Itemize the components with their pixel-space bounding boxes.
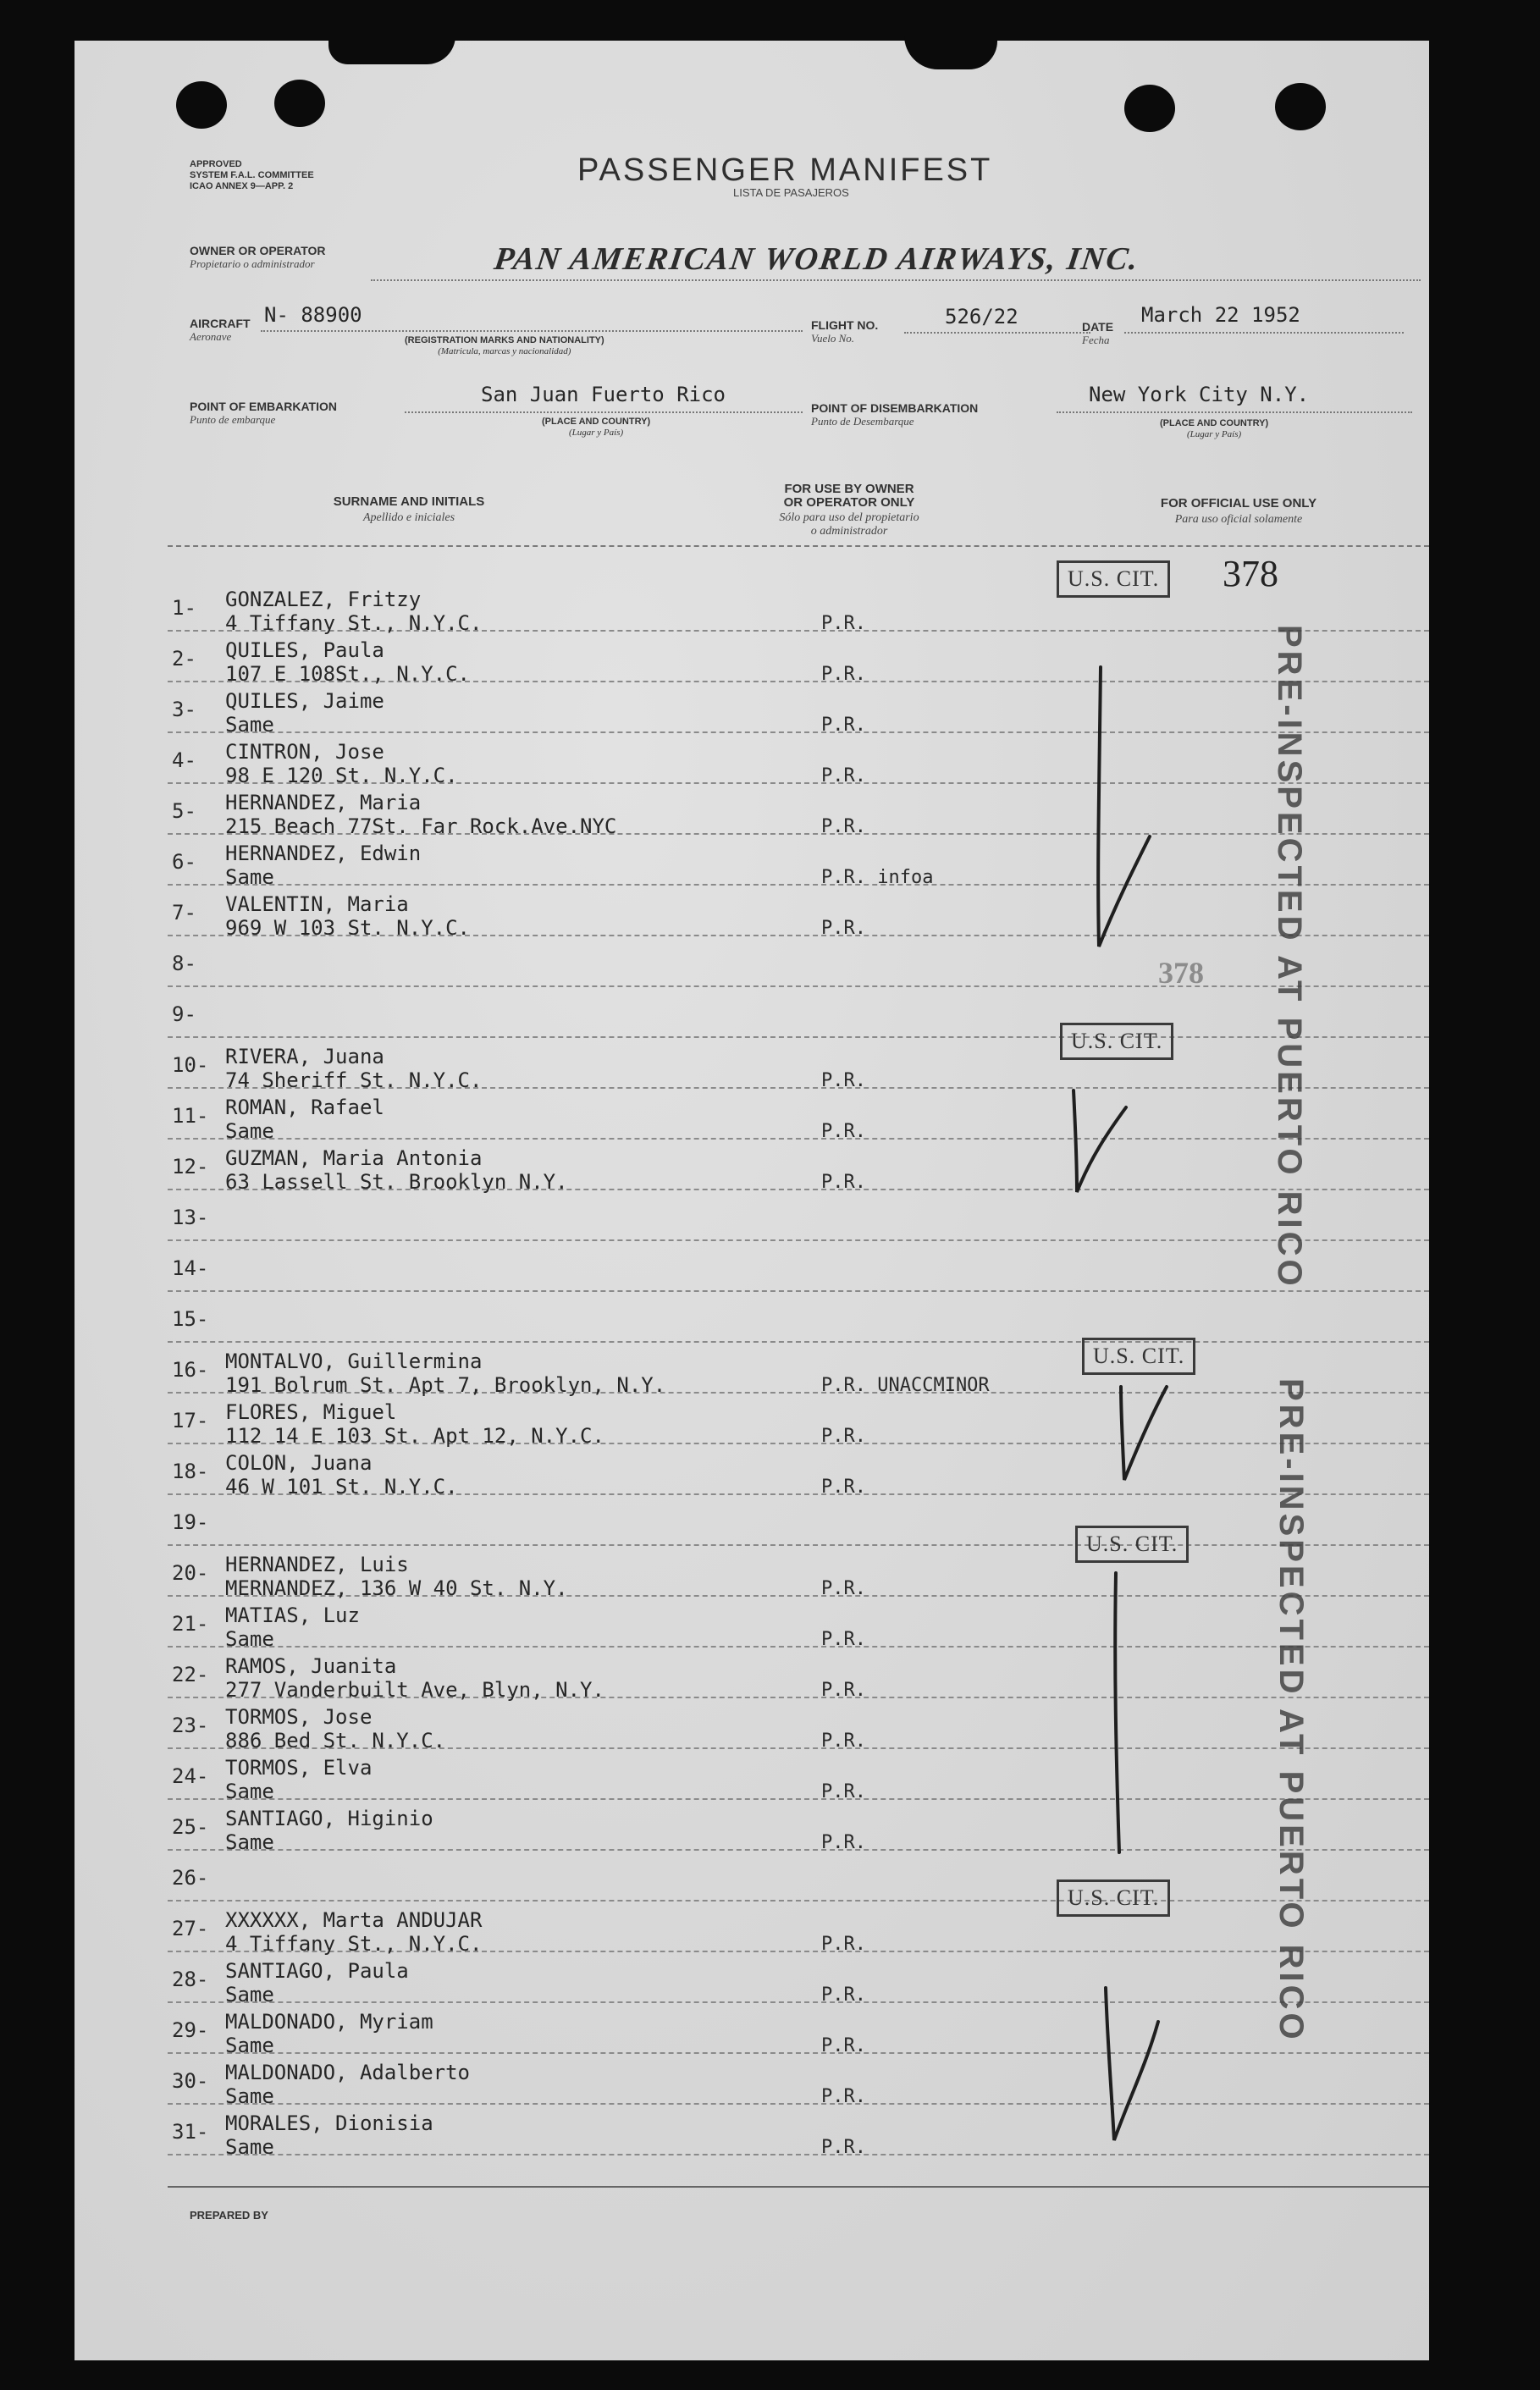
passenger-address: MERNANDEZ, 136 W 40 St. N.Y. [225, 1576, 568, 1600]
owner-column-header-es [650, 511, 1048, 538]
passenger-name: RAMOS, Juanita [225, 1654, 397, 1678]
date-label: DATE [1082, 320, 1114, 334]
row-number: 10- [172, 1053, 209, 1077]
operator-note: P.R. [821, 918, 866, 939]
flight-underline [904, 332, 1090, 334]
us-citizen-stamp: U.S. CIT. [1057, 1879, 1170, 1917]
passenger-address: Same [225, 1830, 274, 1854]
passenger-name: MALDONADO, Adalberto [225, 2061, 470, 2084]
check-mark [1074, 1090, 1126, 1192]
passenger-name: TORMOS, Elva [225, 1756, 373, 1780]
check-mark [1098, 667, 1150, 947]
passenger-name: SANTIAGO, Higinio [225, 1807, 433, 1830]
punch-hole [1275, 83, 1326, 130]
row-number: 8- [172, 952, 196, 975]
row-number: 6- [172, 850, 196, 874]
passenger-address: 4 Tiffany St., N.Y.C. [225, 611, 483, 635]
operator-note: P.R. [821, 1629, 866, 1650]
us-citizen-stamp: U.S. CIT. [1060, 1023, 1173, 1060]
row-number: 15- [172, 1307, 209, 1331]
aircraft-value: N- 88900 [264, 303, 362, 327]
passenger-name: MONTALVO, Guillermina [225, 1350, 483, 1373]
passenger-name: SANTIAGO, Paula [225, 1959, 409, 1983]
manifest-sheet [75, 41, 1429, 2360]
passenger-name: MATIAS, Luz [225, 1603, 360, 1627]
disembark-label-es: Punto de Desembarque [811, 415, 914, 428]
passenger-name: FLORES, Miguel [225, 1400, 397, 1424]
torn-edge [328, 36, 455, 64]
passenger-name: TORMOS, Jose [225, 1705, 373, 1729]
prepared-by-label: PREPARED BY [190, 2209, 268, 2222]
row-number: 22- [172, 1663, 209, 1686]
punch-hole [1124, 85, 1175, 132]
row-number: 3- [172, 698, 196, 721]
place-note-es: (Lugar y País) [568, 428, 624, 438]
row-number: 30- [172, 2069, 209, 2093]
passenger-name: ROMAN, Rafael [225, 1096, 384, 1119]
passenger-address: Same [225, 1780, 274, 1803]
name-column-header: SURNAME AND INITIALS [333, 494, 485, 509]
operator-note: P.R. [821, 765, 866, 787]
passenger-address: Same [225, 713, 274, 737]
passenger-name: QUILES, Paula [225, 638, 384, 662]
date-label-es: Fecha [1082, 334, 1110, 346]
row-number: 31- [172, 2120, 209, 2144]
row-number: 12- [172, 1155, 209, 1178]
place-note-es: (Lugar y País) [1186, 429, 1242, 439]
embark-place-note [542, 417, 650, 439]
disembark-label-block [811, 401, 978, 428]
registration-note-es: (Matricula, marcas y nacionalidad) [438, 346, 571, 356]
row-number: 17- [172, 1409, 209, 1432]
official-column-header: FOR OFFICIAL USE ONLY [1160, 496, 1317, 511]
operator-note: P.R. [821, 2086, 866, 2107]
disembark-underline [1057, 411, 1412, 413]
flight-value: 526/22 [945, 305, 1018, 328]
passenger-address: 63 Lassell St. Brooklyn N.Y. [225, 1170, 568, 1194]
passenger-address: 886 Bed St. N.Y.C. [225, 1729, 446, 1752]
operator-note: P.R. [821, 1172, 866, 1193]
row-number: 9- [172, 1002, 196, 1026]
page-title: PASSENGER MANIFEST [577, 152, 993, 188]
name-column-header-es: Apellido e iniciales [362, 511, 455, 524]
row-number: 11- [172, 1104, 209, 1128]
operator-note: P.R. [821, 1781, 866, 1802]
row-number: 26- [172, 1866, 209, 1890]
owner-label-block [190, 244, 326, 271]
torn-edge [904, 36, 997, 69]
date-underline [1124, 332, 1404, 334]
passenger-address: 107 E 108St., N.Y.C. [225, 662, 470, 686]
owner-underline [371, 279, 1421, 281]
operator-note: P.R. [821, 1578, 866, 1599]
passenger-address: 969 W 103 St. N.Y.C. [225, 916, 470, 940]
approval-line: SYSTEM F.A.L. COMMITTEE [190, 170, 314, 180]
place-note: (PLACE AND COUNTRY) [1160, 418, 1269, 428]
passenger-address: 98 E 120 St. N.Y.C. [225, 764, 458, 787]
embark-label-block [190, 400, 337, 427]
row-number: 27- [172, 1917, 209, 1940]
aircraft-label-block [190, 317, 251, 344]
check-mark [1121, 1387, 1167, 1480]
operator-note: P.R. [821, 1934, 866, 1955]
approval-block [190, 159, 314, 192]
aircraft-label-es: Aeronave [190, 330, 232, 343]
approval-line: ICAO ANNEX 9—APP. 2 [190, 181, 294, 191]
passenger-address: Same [225, 2135, 274, 2159]
passenger-name: COLON, Juana [225, 1451, 373, 1475]
row-number: 18- [172, 1460, 209, 1483]
disembark-place-note [1160, 418, 1268, 440]
pre-inspected-stamp: PRE-INSPECTED AT PUERTO RICO [1272, 1378, 1310, 2043]
operator-note: P.R. [821, 816, 866, 837]
passenger-address: 46 W 101 St. N.Y.C. [225, 1475, 458, 1499]
embark-underline [405, 411, 803, 413]
passenger-address: 74 Sheriff St. N.Y.C. [225, 1068, 483, 1092]
row-number: 28- [172, 1968, 209, 1991]
owner-column-header-line: OR OPERATOR ONLY [783, 495, 915, 510]
passenger-name: HERNANDEZ, Luis [225, 1553, 409, 1576]
owner-column-header [650, 483, 1048, 510]
owner-label: OWNER OR OPERATOR [190, 244, 326, 257]
passenger-name: XXXXXX, Marta ANDUJAR [225, 1908, 483, 1932]
passenger-name: HERNANDEZ, Edwin [225, 842, 422, 865]
owner-label-es: Propietario o administrador [190, 257, 315, 270]
passenger-address: Same [225, 1983, 274, 2006]
passenger-name: MALDONADO, Myriam [225, 2010, 433, 2034]
date-label-block [1082, 320, 1113, 347]
aircraft-underline [261, 330, 803, 332]
registration-note-en: (REGISTRATION MARKS AND NATIONALITY) [405, 335, 604, 345]
passenger-address: 112 14 E 103 St. Apt 12, N.Y.C. [225, 1424, 604, 1448]
passenger-address: Same [225, 865, 274, 889]
operator-note: P.R. [821, 2035, 866, 2056]
passenger-address: 191 Bolrum St. Apt 7, Brooklyn, N.Y. [225, 1373, 666, 1397]
header-bottom-rule [168, 545, 1429, 547]
owner-column-header-es-line: Sólo para uso del propietario [779, 511, 919, 524]
operator-note: P.R. [821, 1730, 866, 1752]
passenger-address: 277 Vanderbuilt Ave, Blyn, N.Y. [225, 1678, 604, 1702]
us-citizen-stamp: U.S. CIT. [1057, 560, 1170, 598]
operator-note: P.R. [821, 1477, 866, 1498]
faint-stamp-number: 378 [1158, 956, 1204, 990]
passenger-name: RIVERA, Juana [225, 1045, 384, 1068]
disembark-label: POINT OF DISEMBARKATION [811, 401, 979, 415]
table-bottom-rule [168, 2186, 1429, 2188]
passenger-name: VALENTIN, Maria [225, 892, 409, 916]
row-number: 25- [172, 1815, 209, 1839]
passenger-address: Same [225, 2084, 274, 2108]
owner-name: PAN AMERICAN WORLD AIRWAYS, INC. [492, 241, 1142, 277]
date-value: March 22 1952 [1141, 303, 1300, 327]
operator-note: P.R. infoa [821, 867, 934, 888]
row-number: 29- [172, 2018, 209, 2042]
place-note: (PLACE AND COUNTRY) [542, 417, 651, 427]
row-number: 1- [172, 596, 196, 620]
page-subtitle: LISTA DE PASAJEROS [733, 186, 849, 199]
row-number: 20- [172, 1561, 209, 1585]
operator-note: P.R. [821, 1680, 866, 1701]
passenger-address: Same [225, 1119, 274, 1143]
row-number: 23- [172, 1714, 209, 1737]
row-number: 7- [172, 901, 196, 925]
passenger-name: CINTRON, Jose [225, 740, 384, 764]
row-number: 14- [172, 1256, 209, 1280]
passenger-name: HERNANDEZ, Maria [225, 791, 422, 814]
embark-value: San Juan Fuerto Rico [481, 383, 726, 406]
passenger-address: 215 Beach 77St. Far Rock.Ave.NYC [225, 814, 617, 838]
handwritten-number: 378 [1223, 553, 1278, 594]
operator-note: P.R. [821, 1070, 866, 1091]
row-number: 2- [172, 647, 196, 671]
owner-column-header-line: FOR USE BY OWNER [784, 482, 914, 496]
pre-inspected-stamp: PRE-INSPECTED AT PUERTO RICO [1271, 625, 1308, 1289]
embark-label: POINT OF EMBARKATION [190, 400, 337, 413]
row-number: 16- [172, 1358, 209, 1382]
embark-label-es: Punto de embarque [190, 413, 276, 426]
passenger-address: Same [225, 2034, 274, 2057]
us-citizen-stamp: U.S. CIT. [1075, 1526, 1189, 1563]
operator-note: P.R. [821, 2137, 866, 2158]
operator-note: P.R. [821, 1121, 866, 1142]
operator-note: P.R. [821, 715, 866, 736]
passenger-name: GUZMAN, Maria Antonia [225, 1146, 483, 1170]
row-number: 24- [172, 1764, 209, 1788]
flight-label-block [811, 318, 878, 345]
passenger-name: GONZALEZ, Fritzy [225, 588, 422, 611]
passenger-name: QUILES, Jaime [225, 689, 384, 713]
passenger-address: Same [225, 1627, 274, 1651]
punch-hole [274, 80, 325, 127]
row-number: 21- [172, 1612, 209, 1636]
row-number: 19- [172, 1510, 209, 1534]
aircraft-label: AIRCRAFT [190, 317, 251, 330]
passenger-address: 4 Tiffany St., N.Y.C. [225, 1932, 483, 1956]
flight-label: FLIGHT NO. [811, 318, 879, 332]
approval-line: APPROVED [190, 159, 242, 169]
operator-note: P.R. UNACCMINOR [821, 1375, 990, 1396]
passenger-name: MORALES, Dionisia [225, 2111, 433, 2135]
operator-note: P.R. [821, 664, 866, 685]
row-number: 13- [172, 1206, 209, 1229]
check-mark [1106, 1988, 1158, 2140]
disembark-value: New York City N.Y. [1089, 383, 1310, 406]
operator-note: P.R. [821, 1426, 866, 1447]
us-citizen-stamp: U.S. CIT. [1082, 1338, 1195, 1375]
check-marks [1048, 549, 1268, 2208]
official-column-header-es: Para uso oficial solamente [1174, 513, 1303, 526]
row-number: 4- [172, 748, 196, 772]
owner-column-header-es-line: o administrador [810, 525, 888, 538]
row-number: 5- [172, 799, 196, 823]
punch-hole [176, 81, 227, 129]
registration-note [405, 335, 604, 357]
operator-note: P.R. [821, 1832, 866, 1853]
operator-note: P.R. [821, 1984, 866, 2006]
check-mark [1115, 1573, 1119, 1852]
flight-label-es: Vuelo No. [811, 332, 855, 345]
operator-note: P.R. [821, 613, 866, 634]
